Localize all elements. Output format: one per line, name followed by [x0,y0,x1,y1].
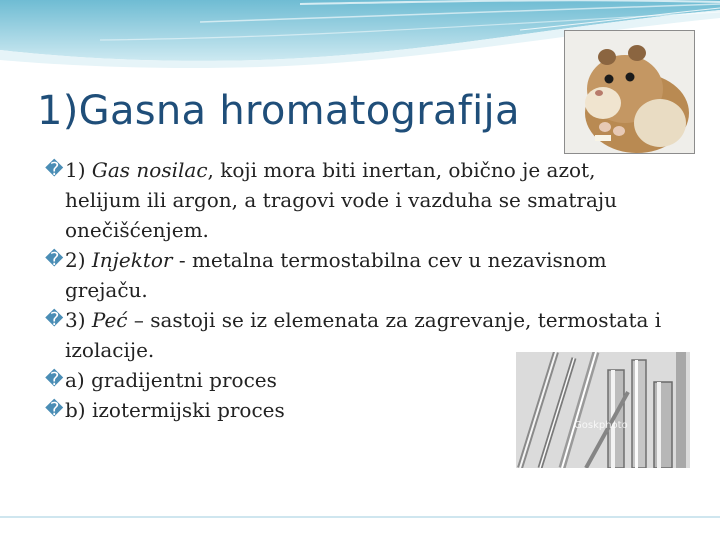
item-text: – sastoji se iz elemenata za zagrevanje, termostata i izolacije. [65,308,662,362]
item-number: 2) [65,248,92,272]
item-number: 3) [65,308,92,332]
glassware-photo [516,352,690,468]
bullet-icon: � [45,399,64,420]
bullet-icon: � [45,249,64,270]
item-text: - metalna termostabilna cev u nezavisnom grejaču. [65,248,607,302]
item-term: Gas nosilac [91,158,208,182]
item-number: 1) [65,158,92,182]
footer-divider [0,516,720,518]
item-term: Injektor [91,248,173,272]
list-item [45,155,675,245]
list-item [45,245,675,305]
watermark-text: Goskphoto [574,420,628,431]
item-term: Peć [91,308,128,332]
item-number: b) izotermijski proces [65,398,285,422]
bullet-icon: � [45,369,64,390]
bullet-icon: � [45,159,64,180]
item-text: , koji mora biti inertan, obično je azot, helijum ili argon, a tragovi vode i vazduha se smatraju onečišćenjem. [65,158,617,242]
item-number: a) gradijentni proces [65,368,277,392]
bullet-icon: � [45,309,64,330]
slide-title: 1)Gasna hromatografija [37,88,520,134]
hamster-photo [564,30,695,154]
